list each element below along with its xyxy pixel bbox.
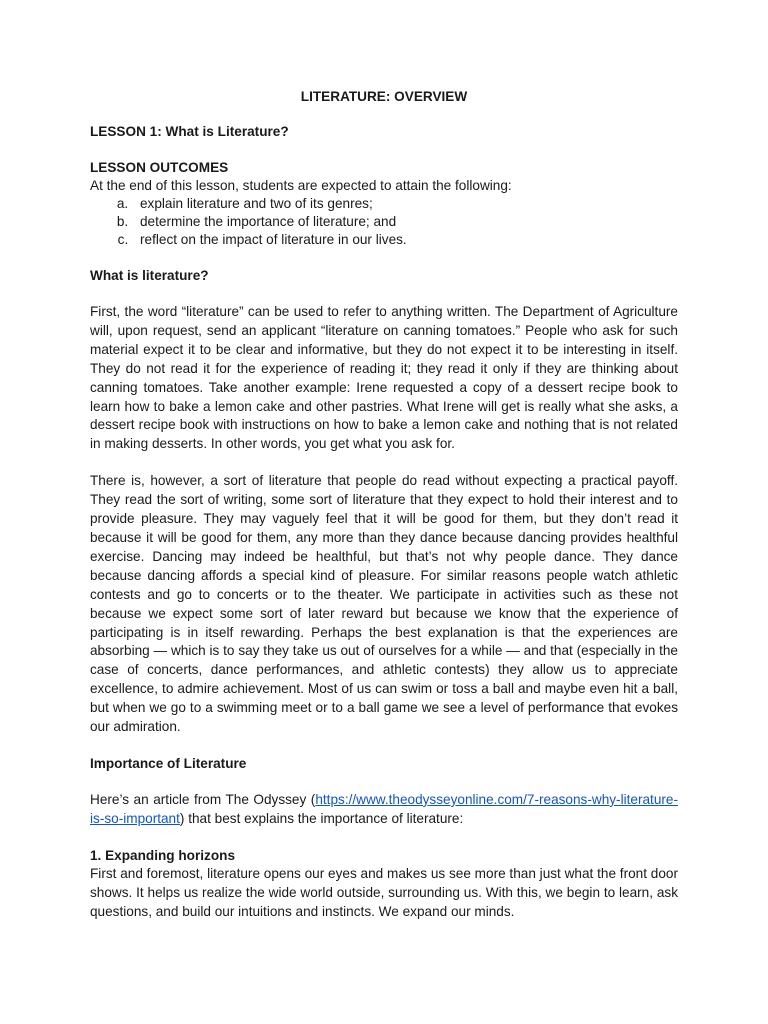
- importance-intro: [90, 791, 678, 829]
- intro-text-after: ) that best explains the importance of literature:: [179, 810, 464, 826]
- outcomes-heading: LESSON OUTCOMES: [90, 160, 229, 175]
- importance-heading: Importance of Literature: [90, 755, 247, 771]
- paragraph: There is, however, a sort of literature that people do read without expecting a practical payoff. They read the sort of writing, some sort of literature that they expect to hold their interest and to provide pleasure. They may vaguely feel that it will be good for them, but they don’t read it because it will be good for them, any more than they dance because dancing provides healthful exercise. Dancing may indeed be healthful, but that’s not why people dance. They dance because dancing affords a special kind of pleasure. For similar reasons people watch athletic contests and go to concerts or to the theater. We participate in activities such as these not because we expect some sort of later reward but because we know that the experience of participating is in itself rewarding. Perhaps the best explanation is that the experiences are absorbing — which is to say they take us out of ourselves for a while — and that (especially in the case of concerts, dance performances, and athletic contests) they allow us to appreciate excellence, to admire achievement. Most of us can swim or toss a ball and maybe even hit a ball, but when we go to a swimming meet or to a ball game we see a level of performance that evokes our admiration.: [90, 473, 678, 735]
- paragraph: First and foremost, literature opens our eyes and makes us see more than just what the front door shows. It helps us realize the wide world outside, surrounding us. With this, we begin to learn, ask questions, and build our intuitions and instincts. We expand our minds.: [90, 865, 678, 919]
- paragraph: First, the word “literature” can be used to refer to anything written. The Department of Agriculture will, upon request, send an applicant “literature on canning tomatoes.” People who ask for such material expect it to be clear and informative, but they do not expect it to be interesting in itself. They do not read it for the experience of reading it; they read it only if they are thinking about canning tomatoes. Take another example: Irene requested a copy of a dessert recipe book to learn how to bake a lemon cake and other pastries. What Irene will get is really what she asks, a dessert recipe book with instructions on how to bake a lemon cake and nothing that is not related in making desserts. In other words, you get what you ask for.: [90, 304, 678, 452]
- outcome-item: a. explain literature and two of its genres;: [132, 195, 678, 213]
- what-is-literature-heading: What is literature?: [90, 268, 209, 283]
- document-title: LITERATURE: OVERVIEW: [300, 89, 468, 104]
- point-heading: 1. Expanding horizons: [90, 847, 236, 863]
- outcome-item: c. reflect on the impact of literature in our lives.: [132, 231, 678, 249]
- outcomes-intro: At the end of this lesson, students are expected to attain the following:: [90, 178, 512, 193]
- outcomes-list: [90, 195, 678, 249]
- lesson-heading: LESSON 1: What is Literature?: [90, 124, 289, 139]
- odyssey-article-link[interactable]: https://www.theodysseyonline.com/7-reasons-why-literature-is-so-important: [90, 791, 678, 826]
- document-page: [90, 88, 678, 939]
- outcome-item: b. determine the importance of literature; and: [132, 213, 678, 231]
- intro-text-before: Here’s an article from The Odyssey (: [90, 791, 316, 807]
